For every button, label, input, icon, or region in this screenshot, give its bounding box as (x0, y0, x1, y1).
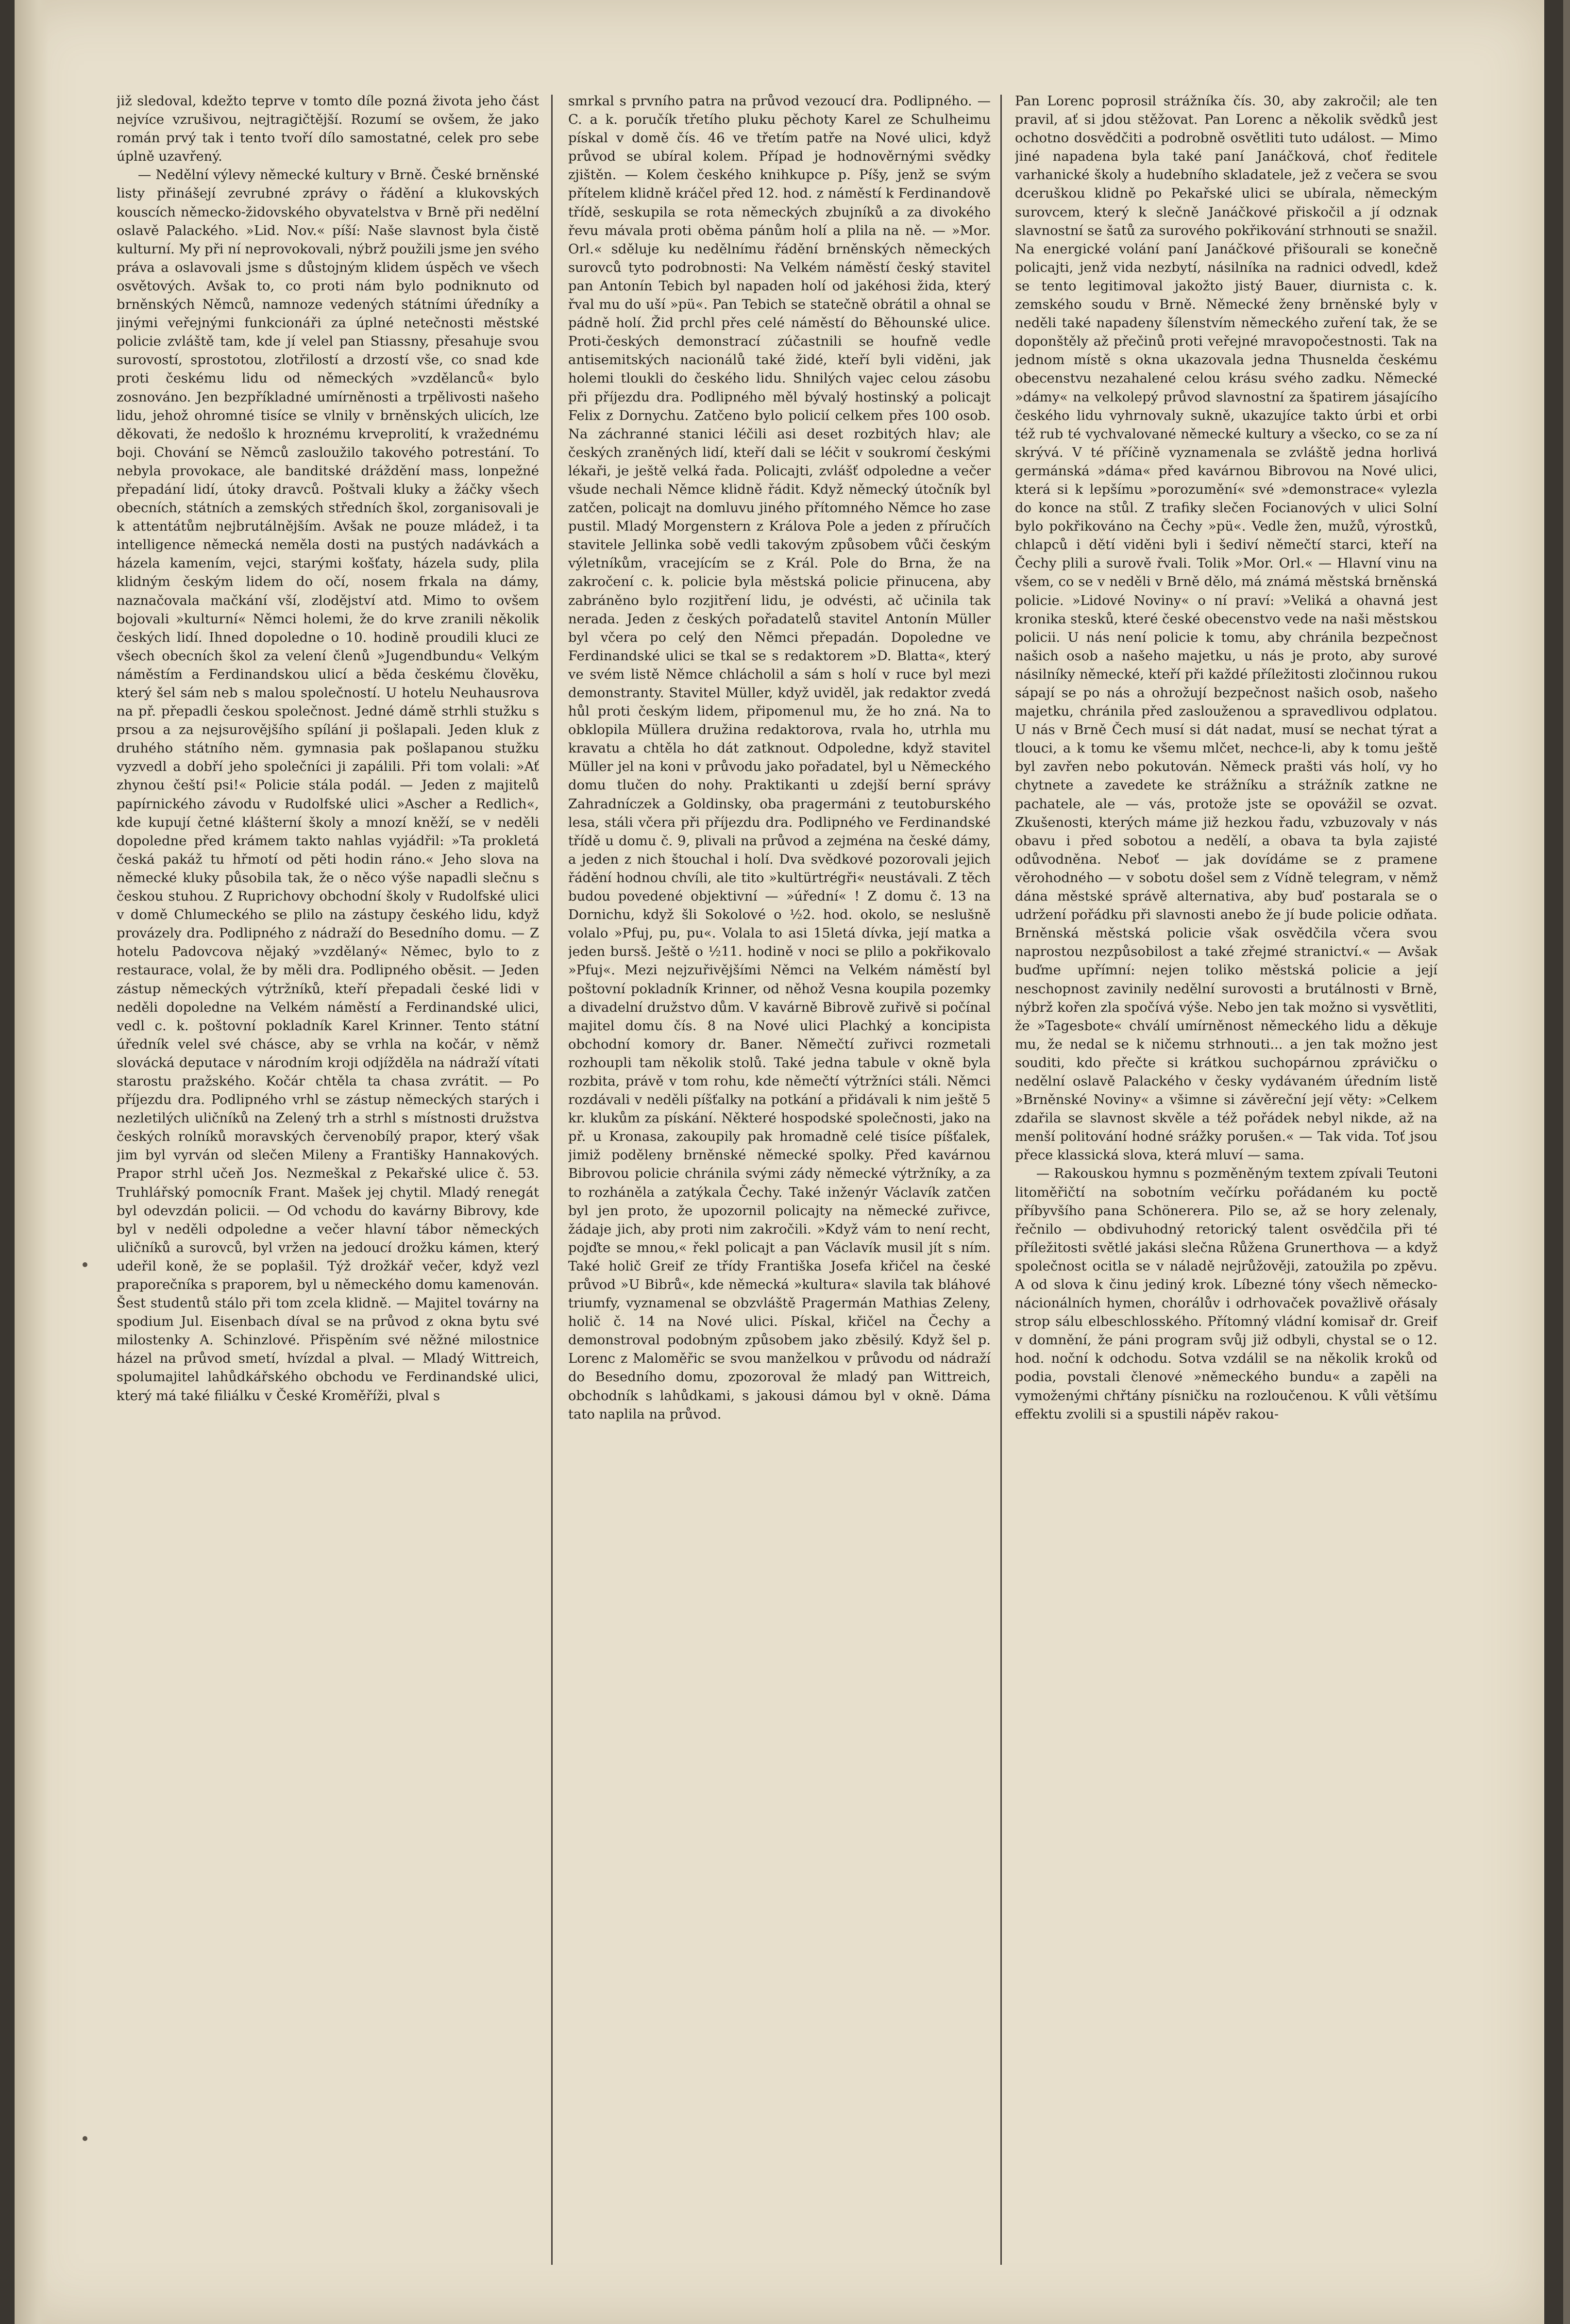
margin-mark (83, 2136, 87, 2141)
column-2-paragraph: smrkal s prvního patra na průvod vezoucí dra. Podlipného. — C. a k. poručík třetího pluku pěchoty Karel ze Schulheimu pískal v domě čís. 46 ve třetím patře na Nové ulici, když průvod se ubíral kolem. Případ je hodnověrnými svědky zjištěn. — Kolem českého knihkupce p. Píšy, jenž se svým přítelem klidně kráčel před 12. hod. z náměstí k Ferdinandově třídě, seskupila se rota německých zbujníků a za divokého řevu mávala proti oběma pánům holí a plila na ně. — »Mor. Orl.« sděluje ku nedělnímu řádění brněnských německých surovců tyto podrobnosti: Na Velkém náměstí český stavitel pan Antonín Tebich byl napaden holí od jakéhosi žida, který řval mu do uší »pü«. Pan Tebich se statečně obrátil a ohnal se pádně holí. Žid prchl přes celé náměstí do Běhounské ulice. Proti-českých demonstrací zúčastnili se houfně vedle antisemitských nacionálů také židé, kteří byli viděni, jak holemi tloukli do českého lidu. Shnilých vajec celou zásobu při příjezdu dra. Podlipného měl bývalý hostinský a policajt Felix z Dornychu. Zatčeno bylo policií celkem přes 100 osob. Na záchranné stanici léčili asi deset rozbitých hlav; ale českých zraněných lidí, kteří dali se léčit v soukromí českými lékaři, je ještě velká řada. Policajti, zvlášť odpoledne a večer všude nechali Němce klidně řádit. Když německý útočník byl zatčen, policajt na domluvu jiného přítomného Němce ho zase pustil. Mladý Morgenstern z Králova Pole a jeden z příručích stavitele Jellinka sobě vedli takovým způsobem vůči českým výletníkům, vracejícím se z Král. Pole do Brna, že na zakročení c. k. policie byla městská policie přinucena, aby zabráněno bylo rozjitření lidu, je odvésti, ač učinila tak nerada. Jeden z českých pořadatelů stavitel Antonín Müller byl včera po celý den Němci přepadán. Dopoledne ve Ferdinandské ulici se tkal se s redaktorem »D. Blatta«, který ve svém listě Němce chlácholil a sám s holí v ruce byl mezi demonstranty. Stavitel Müller, když uviděl, jak redaktor zvedá hůl proti českým lidem, připomenul mu, že ho zná. Na to obklopila Müllera družina redaktorova, rvala ho, utrhla mu kravatu a chtěla ho dát zatknout. Odpoledne, když stavitel Müller jel na koni v průvodu jako pořadatel, byl u Německého domu tlučen do nohy. Praktikanti u zdejší berní správy Zahradníczek a Goldinsky, oba pragermáni z teutoburského lesa, stáli včera při příjezdu dra. Podlipného ve Ferdinandské třídě u domu č. 9, plivali na průvod a zejména na české dámy, a jeden z nich štouchal i holí. Dva svědkové pozorovali jejich řádění hodnou chvíli, ale tito »kultürtrégři« neustávali. Z těch budou povedené objektivní — »úřední« ! Z domu č. 13 na Dornichu, když šli Sokolové o ½2. hod. okolo, se neslušně volalo »Pfuj, pu, pu«. Volala to asi 15letá dívka, její matka a jeden bursš. Ještě o ½11. hodině v noci se plilo a pokřikovalo »Pfuj«. Mezi nejzuřivějšími Němci na Velkém náměstí byl poštovní pokladník Krinner, od něhož Vesna koupila pozemky a divadelní družstvo dům. V kavárně Bibrově zuřivě si počínal majitel domu čís. 8 na Nové ulici Plachký a koncipista obchodní komory dr. Baner. Němečtí zuřivci rozmetali rozhoupli tam několik stolů. Také jedna tabule v okně byla rozbita, právě v tom rohu, kde němečtí výtržníci stáli. Němci rozdávali v neděli píšťalky na potkání a přidávali k nim ještě 5 kr. klukům za pískání. Některé hospodské společnosti, jako na př. u Kronasa, zakoupily pak hromadně celé tisíce píšťalek, jimiž poděleny brněnské německé spolky. Před kavárnou Bibrovou policie chránila svými zády německé výtržníky, a za to rozháněla a zatýkala Čechy. Také inženýr Václavík zatčen byl jen proto, že upozornil policajty na německé zuřivce, žádaje jich, aby proti nim zakročili. »Když vám to není recht, pojďte se mnou,« řekl policajt a pan Václavík musil jít s ním. Také holič Greif ze třídy Františka Josefa křičel na české průvod »U Bibrů«, kde německá »kultura« slavila tak bláhové triumfy, vyznamenal se obzvláště Pragermán Mathias Zeleny, holič č. 14 na Nové ulici. Pískal, křičel na Čechy a demonstroval podobným způsobem jako zběsilý. Když šel p. Lorenc z Maloměřic se svou manželkou v průvodu od nádraží do Besedního domu, zpozoroval že mladý pan Wittreich, obchodník s lahůdkami, s jakousi dámou byl v okně. Dáma tato naplila na průvod. (568, 94, 991, 1422)
column-divider-2 (1000, 95, 1002, 2265)
text-column-3 (1015, 92, 1437, 2262)
newspaper-page (15, 0, 1544, 2324)
column-3-paragraph: — Rakouskou hymnu s pozměněným textem zpívali Teutoni litoměřičtí na sobotním večírku pořádaném ku poctě příbyvšího pana Schönerera. Pilo se, až se hory zelenaly, řečnilo — obdivuhodný retorický talent osvědčila při té příležitosti světlé jakási slečna Růžena Grunerthova — a když společnost ocitla se v náladě nejrůžověji, zatoužila po zpěvu. A od slova k činu jediný krok. Líbezné tóny všech německo-nácionálních hymen, chorálův i odrhovaček považlivě ořásaly strop sálu elbeschlosského. Přítomný vládní komisař dr. Greif v domnění, že páni program svůj již odbyli, chystal se o 12. hod. noční k odchodu. Sotva vzdálil se na několik kroků od podia, povstali členové »německého bundu« a zapěli na vymoženými chřtány písničku na rozloučenou. K vůli většímu effektu zvolili si a spustili nápěv rakou- (1015, 1166, 1437, 1422)
page-fold-shadow (15, 0, 49, 2324)
column-divider-1 (551, 95, 553, 2265)
column-1-paragraph: — Nedělní výlevy německé kultury v Brně. České brněnské listy přinášejí zevrubné zprávy o řádění a klukovských kouscích německo-židovského obyvatelstva v Brně při nedělní oslavě Palackého. »Lid. Nov.« píší: Naše slavnost byla čistě kulturní. My při ní neprovokovali, nýbrž použili jsme jen svého práva a oslavovali jsme s důstojným klidem úspěch ve všech osvětových. Avšak to, co proti nám bylo podniknuto od brněnských Němců, namnoze vedených státními úředníky a jinými veřejnými funkcionáři za úplné netečnosti městské policie zvláště tam, kde jí velel pan Stiassny, přesahuje svou surovostí, sprostotou, zlotřilostí a drzostí vše, co snad kde proti českému lidu od německých »vzdělanců« bylo zosnováno. Jen bezpříkladné umírněnosti a trpělivosti našeho lidu, jehož ohromné tisíce se vlnily v brněnských ulicích, lze děkovati, že nedošlo k hroznému krveprolití, k vražednému boji. Chování se Němců zasloužilo takového potrestání. To nebyla provokace, ale banditské dráždění mass, lonpežné přepadání lidí, útoky dravců. Poštvali kluky a žáčky všech obecních, státních a zemských středních škol, zorganisovali je k attentátům nejbrutálnějším. Avšak ne pouze mládež, i ta intelligence německá neměla dosti na pustých nadávkách a házela kamením, vejci, starými košťaty, házela sudy, plila klidným českým lidem do očí, nosem frkala na dámy, naznačovala mačkání vší, zlodějství atd. Mimo to ovšem bojovali »kulturní« Němci holemi, že do krve zranili několik českých lidí. Ihned dopoledne o 10. hodině proudili kluci ze všech obecních škol za velení členů »Jugendbundu« Velkým náměstím a Ferdinandskou ulicí a běda českému člověku, který šel sám neb s malou společností. U hotelu Neuhausrova na př. přepadli českou společnost. Jedné dámě strhli stužku s prsou a za nejsurovějšího spílání ji pošlapali. Jeden kluk z druhého státního něm. gymnasia pak pošlapanou stužku vyzvedl a dobří jeho společníci ji zapálili. Při tom volali: »Ať zhynou čeští psi!« Policie stála podál. — Jeden z majitelů papírnického závodu v Rudolfské ulici »Ascher a Redlich«, kde kupují četné klášterní školy a mnozí kněží, se v neděli dopoledne před krámem takto nahlas vyjádřil: »Ta prokletá česká pakáž tu hřmotí od pěti hodin ráno.« Jeho slova na německé kluky působila tak, že o něco výše napadli slečnu s českou stuhou. Z Ruprichovy obchodní školy v Rudolfské ulici v domě Chlumeckého se plilo na zástupy českého lidu, když provázely dra. Podlipného z nádraží do Besedního domu. — Z hotelu Padovcova nějaký »vzdělaný« Němec, bylo to z restaurace, volal, že by měli dra. Podlipného oběsit. — Jeden zástup německých výtržníků, kteří přepadali české lidi v neděli dopoledne na Velkém náměstí a Ferdinandské ulici, vedl c. k. poštovní pokladník Karel Krinner. Tento státní úředník velel své chásce, aby se vrhla na kočár, v němž slovácká deputace v národním kroji odjížděla na nádraží vítati starostu pražského. Kočár chtěla ta chasa zvrátit. — Po příjezdu dra. Podlipného vrhl se zástup německých starých i nezletilých uličníků na Zelený trh a strhl s místnosti družstva českých rolníků moravských červenobílý prapor, který však jim byl vyrván od slečen Mileny a Františky Hannakových. Prapor strhl učeň Jos. Nezmeškal z Pekařské ulice č. 53. Truhlářský pomocník Frant. Mašek jej chytil. Mladý renegát byl odevzdán policii. — Od vchodu do kavárny Bibrovy, kde byl v neděli odpoledne a večer hlavní tábor německých uličníků a surovců, byl vržen na jedoucí drožku kámen, který udeřil koně, že se poplašil. Týž drožkář večer, když vezl praporečníka s praporem, byl u německého domu kamenován. Šest studentů stálo při tom zcela klidně. — Majitel továrny na spodium Jul. Eisenbach díval se na průvod z okna bytu své milostenky A. Schinzlové. Přispěním své něžné milostnice házel na průvod smetí, hvízdal a plval. — Mladý Wittreich, spolumajitel lahůdkářského obchodu ve Ferdinandské ulici, který má také filiálku v České Kroměříži, plval s (117, 167, 539, 1404)
scan-edge (1563, 0, 1570, 2324)
text-column-2 (568, 92, 991, 2262)
column-3-paragraph: Pan Lorenc poprosil strážníka čís. 30, aby zakročil; ale ten pravil, ať si jdou stěžovat. Pan Lorenc a několik svědků jest ochotno dosvědčiti a podrobně osvětliti tuto událost. — Mimo jiné napadena byla také paní Janáčková, choť ředitele varhanické školy a hudebního skladatele, jež z večera se svou dceruškou klidně po Pekařské ulici se ubírala, německým surovcem, který k slečně Janáčkové přiskočil a jí odznak slavnostní se šatů za surového pokřikování strhnouti se snažil. Na energické volání paní Janáčkové přišourali se konečně policajti, jenž vida nezbytí, násilníka na radnici odvedl, kdež se tento legitimoval jakožto jistý Bauer, diurnista c. k. zemského soudu v Brně. Německé ženy brněnské byly v neděli také napadeny šílenstvím německého zuření tak, že se doponštěly až přečinů proti veřejné mravopočestnosti. Tak na jednom místě s okna ukazovala jedna Thusnelda českému obecenstvu nezahalené celou krásu svého zadku. Německé »dámy« na velkolepý průvod slavnostní za špatirem jásajícího českého lidu vyhrnovaly sukně, ukazujíce takto úrbi et orbi též rub té vychvalované německé kultury a všecko, co se za ní skrývá. V té příčině vyznamenala se zvláště jedna horlivá germánská »dáma« před kavárnou Bibrovou na Nové ulici, která si k lepšímu »porozumění« své »demonstrace« vylezla do konce na stůl. Z trafiky slečen Focianových v ulici Solní bylo pokřikováno na Čechy »pü«. Vedle žen, mužů, výrostků, chlapců i dětí viděni byli i šediví němečtí starci, kteří na Čechy plili a surově řvali. Tolik »Mor. Orl.« — Hlavní vinu na všem, co se v neděli v Brně dělo, má známá městská brněnská policie. »Lidové Noviny« o ní praví: »Veliká a ohavná jest kronika stesků, které české obecenstvo vede na naši městskou policii. U nás není policie k tomu, aby chránila bezpečnost našich osob a našeho majetku, u nás je proto, aby surové násilníky německé, kteří při každé příležitosti zločinnou rukou sápají se po nás a ohrožují bezpečnost našich osob, našeho majetku, chránila před zaslouženou a spravedlivou odplatou. U nás v Brně Čech musí si dát nadat, musí se nechat týrat a tlouci, a k tomu ke všemu mlčet, nechce-li, aby k tomu ještě byl zavřen nebo pokutován. Německ prašti vás holí, vy ho chytnete a zavedete ke strážníku a strážník zatkne ne pachatele, ale — vás, protože jste se opovážil se ozvat. Zkušenosti, kterých máme již hezkou řadu, vzbuzovaly v nás obavu i před sobotou a nedělí, a obava ta byla zajisté odůvodněna. Neboť — jak dovídáme se z pramene věrohodného — v sobotu došel sem z Vídně telegram, v němž dána městské správě alternativa, aby buď postarala se o udržení pořádku při slavnosti anebo že jí bude policie odňata. Brněnská městská policie však osvědčila včera svou naprostou nezpůsobilost a také zřejmé stranictví.« — Avšak buďme upřímní: nejen toliko městská policie a její neschopnost zavinily nedělní surovosti a brutálnosti v Brně, nýbrž kořen zla spočívá výše. Nebo jen tak možno si vysvětliti, že »Tagesbote« chválí umírněnost německého lidu a děkuje mu, že nedal se k ničemu strhnouti... a jen tak možno jest souditi, kdo přečte si krátkou suchopárnou zprávičku o nedělní oslavě Palackého v česky vydávaném úředním listě »Brněnské Noviny« a všimne si závěreční její věty: »Celkem zdařila se slavnost skvěle a též pořádek nebyl nikde, až na menší politování hodné srážky porušen.« — Tak vida. Toť jsou přece klassická slova, která mluví — sama. (1015, 94, 1437, 1163)
margin-mark (83, 1262, 87, 1267)
column-1-paragraph: již sledoval, kdežto teprve v tomto díle pozná života jeho část nejvíce vzrušivou, nejtragičtější. Rozumí se ovšem, že jako román prvý tak i tento tvoří dílo samostatné, celek pro sebe úplně uzavřený. (117, 94, 539, 165)
text-column-1 (117, 92, 539, 2262)
